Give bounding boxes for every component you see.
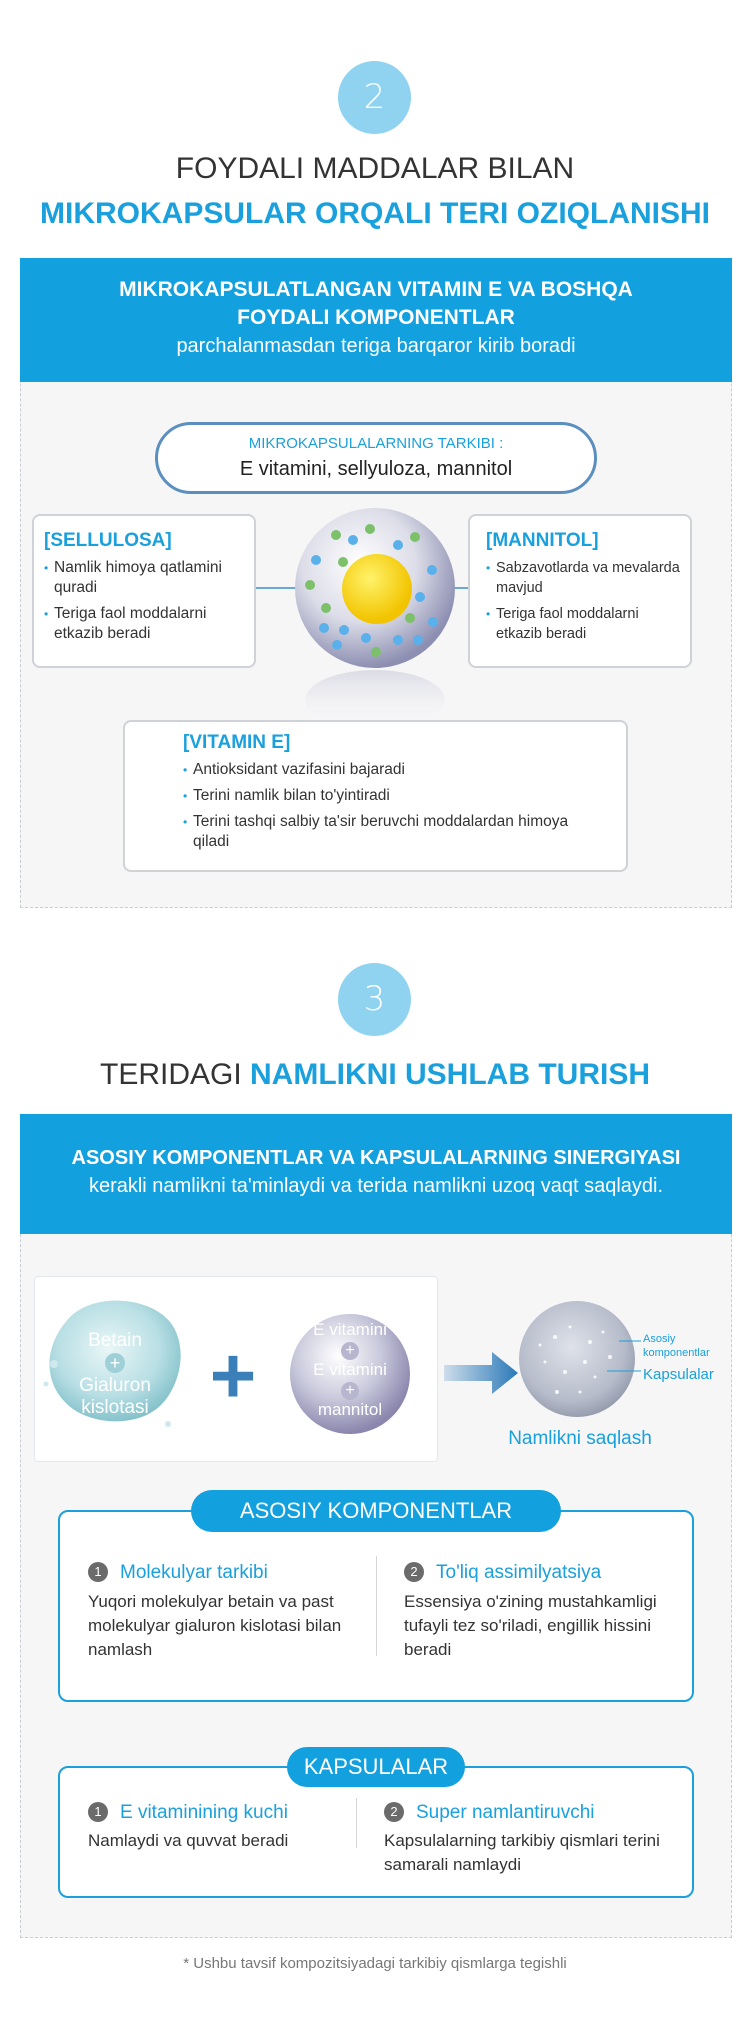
drop-label bbox=[40, 1330, 190, 1419]
section3-banner bbox=[20, 1114, 732, 1234]
capsules-item1-number: 1 bbox=[88, 1802, 108, 1822]
vitamin-e-item: • Antioksidant vazifasini bajaradi bbox=[183, 760, 606, 780]
sphere-bottom-text: mannitol bbox=[317, 1400, 383, 1419]
step-number-2: 2 bbox=[338, 61, 411, 134]
drop-bottom-text-2: kislotasi bbox=[81, 1397, 149, 1418]
section3-title bbox=[0, 1058, 750, 1092]
footnote: * Ushbu tavsif kompozitsiyadagi tarkibiy qismlarga tegishli bbox=[183, 1955, 567, 1972]
capsules-item1-title bbox=[88, 1802, 288, 1824]
sphere-top-text: E vitamini bbox=[313, 1320, 387, 1339]
main-item2-number: 2 bbox=[404, 1562, 424, 1582]
section2-title-line1: FOYDALI MADDALAR BILAN bbox=[175, 152, 575, 185]
capsules-divider bbox=[356, 1798, 357, 1848]
main-item1-title-text: Molekulyar tarkibi bbox=[120, 1562, 268, 1583]
step-number-3: 3 bbox=[338, 963, 411, 1036]
vitamin-e-heading: [VITAMIN E] bbox=[183, 732, 291, 753]
main-item1-text: Yuqori molekulyar betain va past molekulyar gialuron kislotasi bilan namlash bbox=[88, 1592, 342, 1659]
drop-top-text: Betain bbox=[88, 1330, 142, 1351]
vitamin-e-item: • Terini tashqi salbiy ta'sir beruvchi moddalardan himoya qiladi bbox=[183, 812, 606, 852]
capsules-item2-number: 2 bbox=[384, 1802, 404, 1822]
drop-plus-icon: + bbox=[105, 1353, 125, 1373]
capsules-item1-text: Namlaydi va quvvat beradi bbox=[88, 1831, 289, 1850]
sphere-label bbox=[286, 1320, 414, 1420]
arrow-right-icon bbox=[444, 1350, 520, 1396]
capsules-item2-title-text: Super namlantiruvchi bbox=[416, 1802, 595, 1823]
main-item2-text: Essensiya o'zining mustahkamligi tufayli tez so'riladi, engillik hissini beradi bbox=[404, 1592, 657, 1659]
capsules-tab: KAPSULALAR bbox=[287, 1747, 465, 1787]
result-label-components: Asosiy komponentlar bbox=[643, 1333, 710, 1359]
main-item1-title bbox=[88, 1562, 268, 1584]
banner3-line1: ASOSIY KOMPONENTLAR VA KAPSULALARNING SINERGIYASI bbox=[71, 1147, 681, 1169]
main-item2-title bbox=[404, 1562, 601, 1584]
banner-line2: FOYDALI KOMPONENTLAR bbox=[237, 306, 515, 329]
section2-title-line2: MIKROKAPSULAR ORQALI TERI OZIQLANISHI bbox=[40, 197, 710, 230]
sphere-plus-icon-1: + bbox=[341, 1342, 359, 1360]
main-item1-number: 1 bbox=[88, 1562, 108, 1582]
drop-bottom-text-1: Gialuron bbox=[79, 1375, 151, 1396]
result-caption: Namlikni saqlash bbox=[508, 1428, 652, 1449]
plus-icon: + bbox=[209, 1331, 257, 1420]
main-components-tab: ASOSIY KOMPONENTLAR bbox=[191, 1490, 561, 1532]
result-sphere-illustration bbox=[515, 1297, 645, 1427]
sphere-mid-text: E vitamini bbox=[313, 1360, 387, 1379]
mannitol-heading: [MANNITOL] bbox=[486, 530, 599, 551]
composition-pill bbox=[155, 422, 597, 494]
sphere-plus-icon-2: + bbox=[341, 1382, 359, 1400]
banner3-line2: kerakli namlikni ta'minlaydi va terida namlikni uzoq vaqt saqlaydi. bbox=[88, 1175, 664, 1197]
capsules-item2-title bbox=[384, 1802, 594, 1824]
microcapsule-illustration bbox=[280, 500, 470, 730]
section2-banner bbox=[20, 258, 732, 382]
cellulose-item: • Teriga faol moddalarni etkazib beradi bbox=[44, 604, 244, 644]
banner-line3: parchalanmasdan teriga barqaror kirib boradi bbox=[176, 335, 576, 357]
main-components-divider bbox=[376, 1556, 377, 1656]
cellulose-heading: [SELLULOSA] bbox=[44, 530, 172, 551]
mannitol-item: • Teriga faol moddalarni etkazib beradi bbox=[486, 604, 680, 644]
cellulose-item: • Namlik himoya qatlamini quradi bbox=[44, 558, 244, 598]
capsules-item2-text: Kapsulalarning tarkibiy qismlari terini samarali namlaydi bbox=[384, 1831, 660, 1874]
result-label-capsules: Kapsulalar bbox=[643, 1366, 714, 1383]
section3-title-accent: NAMLIKNI USHLAB TURISH bbox=[250, 1058, 650, 1091]
mannitol-box bbox=[468, 514, 692, 668]
banner-line1: MIKROKAPSULATLANGAN VITAMIN E VA BOSHQA bbox=[119, 278, 633, 301]
cellulose-box bbox=[32, 514, 256, 668]
mannitol-item: • Sabzavotlarda va mevalarda mavjud bbox=[486, 558, 680, 598]
section3-title-plain: TERIDAGI bbox=[100, 1058, 251, 1091]
main-item2-title-text: To'liq assimilyatsiya bbox=[436, 1562, 602, 1583]
capsules-item1-title-text: E vitaminining kuchi bbox=[120, 1802, 288, 1823]
vitamin-e-item: • Terini namlik bilan to'yintiradi bbox=[183, 786, 606, 806]
composition-value: E vitamini, sellyuloza, mannitol bbox=[239, 458, 513, 480]
vitamin-e-box bbox=[123, 720, 628, 872]
composition-label: MIKROKAPSULALARNING TARKIBI : bbox=[248, 435, 504, 452]
